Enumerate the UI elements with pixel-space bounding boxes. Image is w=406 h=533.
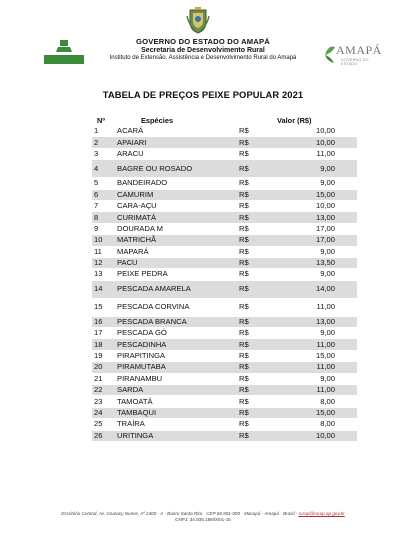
- document-header: [0, 0, 406, 80]
- table-row: [92, 269, 357, 280]
- row-value: 13,50: [277, 257, 357, 268]
- row-value: 17,00: [277, 223, 357, 234]
- coat-of-arms-icon: [186, 6, 210, 34]
- row-value: 9,00: [277, 178, 357, 189]
- table-row: [92, 396, 357, 407]
- row-number: 5: [92, 178, 115, 189]
- row-value: 9,00: [277, 269, 357, 280]
- government-heading: [88, 38, 318, 62]
- row-species: APAIARI: [115, 137, 239, 148]
- table-row: [92, 235, 357, 246]
- row-value: 11,00: [277, 362, 357, 373]
- row-number: 6: [92, 189, 115, 200]
- row-species: CAMURIM: [115, 189, 239, 200]
- table-row: [92, 126, 357, 137]
- row-value: 15,00: [277, 189, 357, 200]
- row-value: 9,00: [277, 373, 357, 384]
- table-row: [92, 223, 357, 234]
- row-currency: R$: [239, 148, 277, 159]
- row-currency: R$: [239, 235, 277, 246]
- row-species: PESCADA CORVINA: [115, 298, 239, 316]
- row-number: 17: [92, 328, 115, 339]
- row-number: 24: [92, 407, 115, 418]
- row-species: BANDEIRADO: [115, 178, 239, 189]
- row-currency: R$: [239, 430, 277, 441]
- row-value: 10,00: [277, 137, 357, 148]
- row-currency: R$: [239, 280, 277, 298]
- row-value: 11,00: [277, 339, 357, 350]
- row-number: 26: [92, 430, 115, 441]
- row-species: ARACU: [115, 148, 239, 159]
- header-number: Nº: [97, 115, 106, 125]
- table-row: [92, 350, 357, 361]
- row-value: 15,00: [277, 350, 357, 361]
- row-value: 8,00: [277, 396, 357, 407]
- table-row: [92, 430, 357, 441]
- row-number: 14: [92, 280, 115, 298]
- row-number: 13: [92, 269, 115, 280]
- table-row: [92, 212, 357, 223]
- row-species: ACARÁ: [115, 126, 239, 137]
- row-value: 9,00: [277, 328, 357, 339]
- footer-email-link[interactable]: rurap@rurap.ap.gov.br: [298, 511, 345, 516]
- row-number: 22: [92, 385, 115, 396]
- table-row: [92, 373, 357, 384]
- row-value: 10,00: [277, 200, 357, 211]
- row-value: 11,00: [277, 148, 357, 159]
- row-value: 17,00: [277, 235, 357, 246]
- row-currency: R$: [239, 160, 277, 178]
- row-species: DOURADA M: [115, 223, 239, 234]
- row-number: 2: [92, 137, 115, 148]
- table-row: [92, 362, 357, 373]
- row-number: 3: [92, 148, 115, 159]
- row-number: 19: [92, 350, 115, 361]
- row-species: TRAÍRA: [115, 419, 239, 430]
- row-number: 4: [92, 160, 115, 178]
- secretariat-name: Secretaria de Desenvolvimento Rural: [141, 46, 265, 54]
- row-currency: R$: [239, 212, 277, 223]
- row-currency: R$: [239, 419, 277, 430]
- table-title: TABELA DE PREÇOS PEIXE POPULAR 2021: [102, 89, 304, 100]
- row-value: 10,00: [277, 126, 357, 137]
- row-number: 10: [92, 235, 115, 246]
- row-species: BAGRE OU ROSADO: [115, 160, 239, 178]
- document-footer: [0, 511, 406, 523]
- table-row: [92, 328, 357, 339]
- table-row: [92, 385, 357, 396]
- row-species: PESCADINHA: [115, 339, 239, 350]
- row-number: 21: [92, 373, 115, 384]
- table-row: [92, 246, 357, 257]
- table-row: [92, 419, 357, 430]
- row-species: PIRAPITINGA: [115, 350, 239, 361]
- row-number: 12: [92, 257, 115, 268]
- row-number: 15: [92, 298, 115, 316]
- header-value: Valor (R$): [277, 115, 312, 125]
- row-number: 25: [92, 419, 115, 430]
- institute-name: Instituto de Extensão, Assistência e Desenvolvimento Rural do Amapá: [109, 54, 297, 61]
- row-value: 9,00: [277, 246, 357, 257]
- row-currency: R$: [239, 223, 277, 234]
- row-number: 11: [92, 246, 115, 257]
- table-header-row: [92, 114, 357, 126]
- row-species: PIRANAMBU: [115, 373, 239, 384]
- row-currency: R$: [239, 385, 277, 396]
- row-species: PIRAMUTABA: [115, 362, 239, 373]
- row-number: 7: [92, 200, 115, 211]
- row-value: 10,00: [277, 430, 357, 441]
- row-number: 18: [92, 339, 115, 350]
- rurap-logo: [42, 38, 86, 66]
- header-species: Espécies: [141, 115, 174, 125]
- row-number: 8: [92, 212, 115, 223]
- row-currency: R$: [239, 126, 277, 137]
- row-species: PACU: [115, 257, 239, 268]
- row-number: 20: [92, 362, 115, 373]
- row-currency: R$: [239, 298, 277, 316]
- row-number: 23: [92, 396, 115, 407]
- table-row: [92, 257, 357, 268]
- row-value: 11,00: [277, 385, 357, 396]
- row-currency: R$: [239, 339, 277, 350]
- row-value: 9,00: [277, 160, 357, 178]
- row-currency: R$: [239, 257, 277, 268]
- table-row: [92, 189, 357, 200]
- footer-address: Escritório Central, Av. Coaracy Nunes, nº 2400 - A · Bairro Santa Rita · CEP 68.901-000 · Macapá · Amapá · Brasil ·: [61, 511, 298, 516]
- row-currency: R$: [239, 178, 277, 189]
- row-value: 11,00: [277, 298, 357, 316]
- table-row: [92, 148, 357, 159]
- table-row: [92, 339, 357, 350]
- row-species: SARDA: [115, 385, 239, 396]
- row-currency: R$: [239, 328, 277, 339]
- row-number: 16: [92, 316, 115, 327]
- row-currency: R$: [239, 362, 277, 373]
- row-value: 13,00: [277, 316, 357, 327]
- table-row: [92, 137, 357, 148]
- row-value: 15,00: [277, 407, 357, 418]
- footer-cnpj: CNPJ: 34.938.188/0001-15: [175, 516, 231, 522]
- government-name: GOVERNO DO ESTADO DO AMAPÁ: [136, 37, 270, 46]
- row-species: CURIMATÁ: [115, 212, 239, 223]
- amapa-logo-text: AMAPÁ: [336, 43, 382, 57]
- table-row: [92, 298, 357, 316]
- row-species: MATRICHÃ: [115, 235, 239, 246]
- row-value: 13,00: [277, 212, 357, 223]
- table-row: [92, 200, 357, 211]
- row-currency: R$: [239, 396, 277, 407]
- row-currency: R$: [239, 269, 277, 280]
- row-number: 9: [92, 223, 115, 234]
- row-species: TAMBAQUI: [115, 407, 239, 418]
- row-species: CARA-AÇU: [115, 200, 239, 211]
- row-species: URITINGA: [115, 430, 239, 441]
- table-row: [92, 407, 357, 418]
- row-currency: R$: [239, 246, 277, 257]
- table-row: [92, 316, 357, 327]
- table-row: [92, 160, 357, 178]
- row-currency: R$: [239, 316, 277, 327]
- rurap-logo-icon: [42, 38, 86, 66]
- price-table: [92, 114, 357, 442]
- row-currency: R$: [239, 200, 277, 211]
- table-row: [92, 280, 357, 298]
- table-row: [92, 178, 357, 189]
- row-species: MAPARÁ: [115, 246, 239, 257]
- row-value: 14,00: [277, 280, 357, 298]
- row-currency: R$: [239, 189, 277, 200]
- row-species: PESCADA AMARELA: [115, 280, 239, 298]
- header-currency: [239, 114, 277, 126]
- row-currency: R$: [239, 373, 277, 384]
- row-currency: R$: [239, 350, 277, 361]
- row-species: TAMOATÁ: [115, 396, 239, 407]
- row-species: PEIXE PEDRA: [115, 269, 239, 280]
- row-species: PESCADA BRANCA: [115, 316, 239, 327]
- row-currency: R$: [239, 137, 277, 148]
- amapa-logo: [322, 41, 382, 67]
- row-number: 1: [92, 126, 115, 137]
- row-currency: R$: [239, 407, 277, 418]
- row-value: 8,00: [277, 419, 357, 430]
- row-species: PESCADA GÓ: [115, 328, 239, 339]
- amapa-logo-subtext: GOVERNO DO ESTADO: [341, 58, 369, 66]
- table-body: [92, 126, 357, 441]
